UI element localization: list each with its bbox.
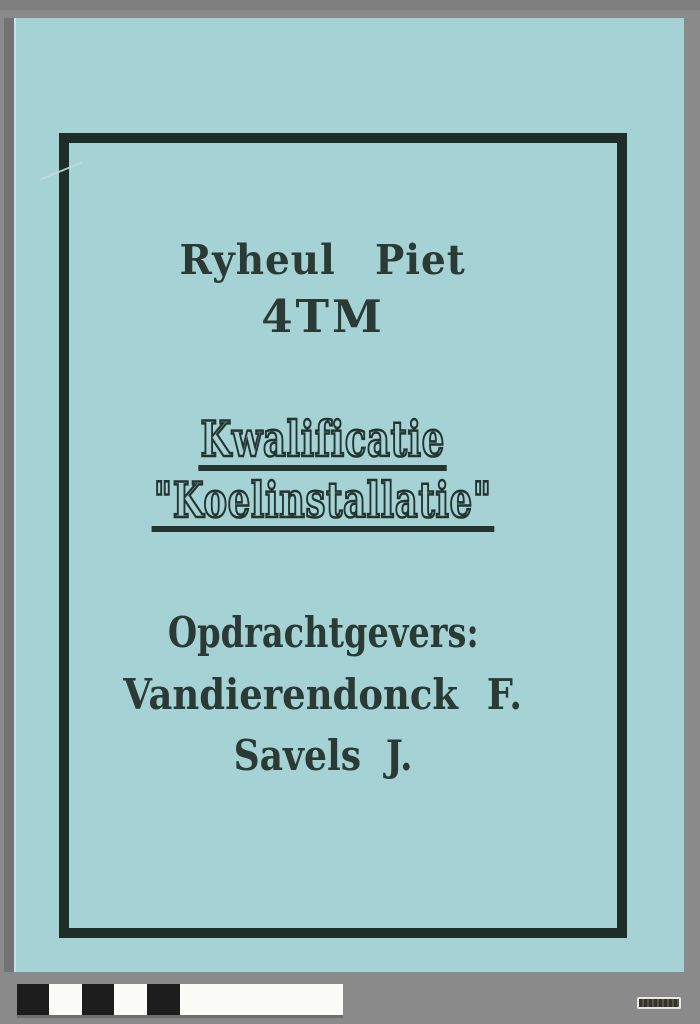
assignor-name-2: Savels J. xyxy=(233,731,413,780)
calibration-strip xyxy=(17,984,343,1015)
calibration-square-black-2 xyxy=(82,984,114,1015)
calibration-square-white-2 xyxy=(114,984,147,1015)
title-line-1: Kwalificatie xyxy=(199,415,448,471)
title-line-2: "Koelinstallatie" xyxy=(152,476,494,532)
assignors-heading-wrap xyxy=(39,608,607,657)
calibration-square-white-1 xyxy=(49,984,82,1015)
class-line xyxy=(39,290,607,343)
calibration-long-white-bar xyxy=(180,984,343,1015)
title-line-1-wrap xyxy=(39,410,607,471)
calibration-strip-shadow xyxy=(17,1015,343,1018)
calibration-square-black-1 xyxy=(17,984,49,1015)
calibration-square-black-3 xyxy=(147,984,180,1015)
archive-id-label xyxy=(637,997,681,1009)
author-line xyxy=(39,236,607,284)
class-code: 4TM xyxy=(261,290,385,343)
assignor-name-1: Vandierendonck F. xyxy=(123,670,523,719)
title-line-2-wrap xyxy=(39,471,607,532)
assignors-heading: Opdrachtgevers: xyxy=(167,608,479,657)
photo-top-edge xyxy=(0,0,700,10)
author-name: Ryheul Piet xyxy=(179,236,467,284)
assignor-line-1 xyxy=(39,670,607,719)
assignor-line-2 xyxy=(39,731,607,780)
